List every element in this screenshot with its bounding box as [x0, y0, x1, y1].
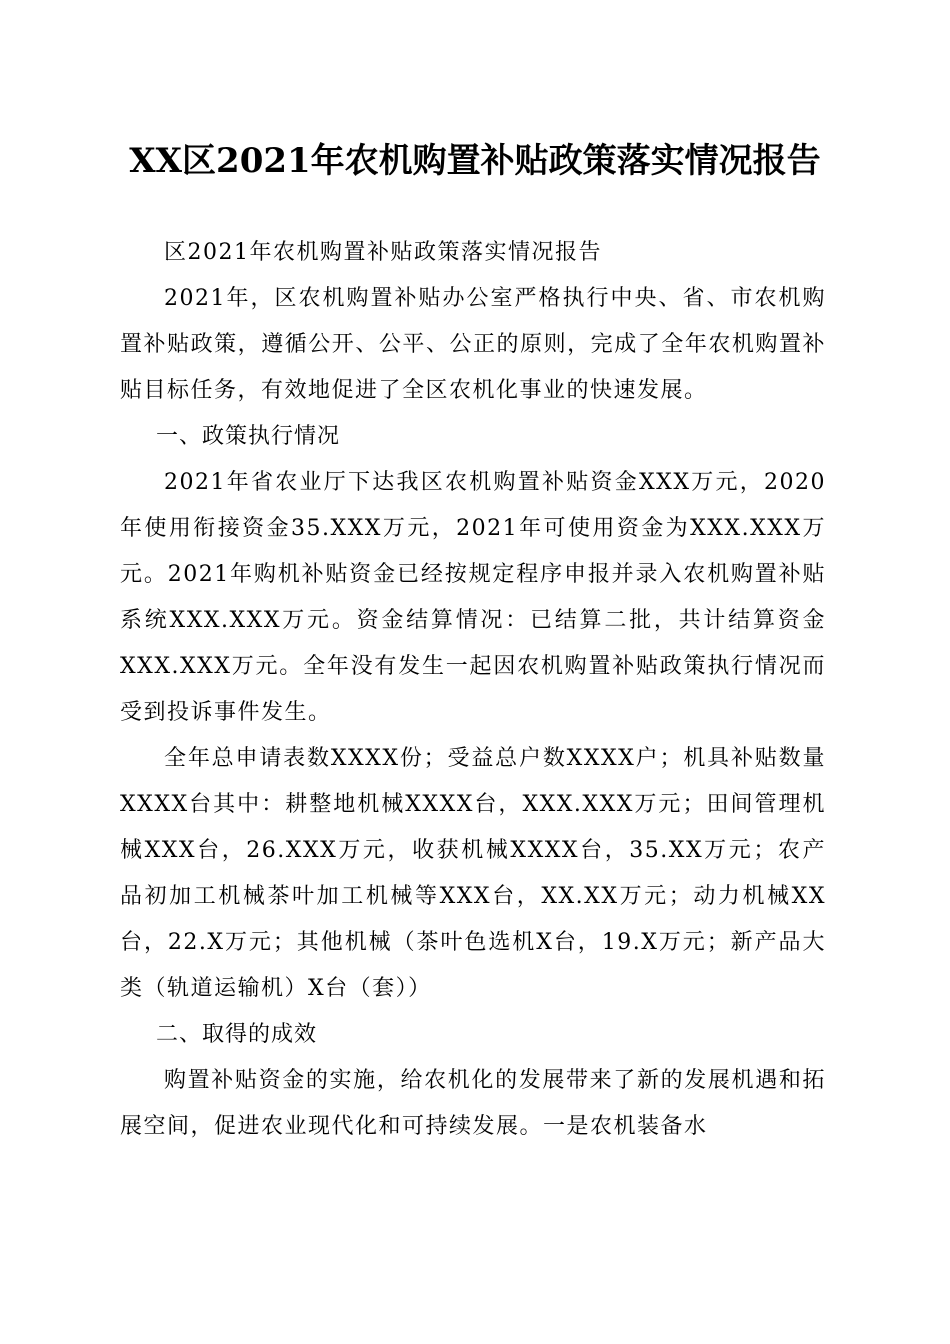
paragraph-subtitle: 区2021年农机购置补贴政策落实情况报告: [164, 240, 602, 265]
section-heading-achievements: 二、取得的成效: [156, 1022, 318, 1047]
document-body: [120, 230, 826, 1150]
section-heading-policy-execution: 一、政策执行情况: [156, 424, 341, 449]
paragraph-funding: 2021年省农业厅下达我区农机购置补贴资金XXX万元，2020年使用衔接资金35.XXX万元，2021年可使用资金为XXX.XXX万元。2021年购机补贴资金已经按规定程序申报并录入农机购置补贴系统XXX.XXX万元。资金结算情况：已结算二批，共计结算资金XXX.XXX万元。全年没有发生一起因农机购置补贴政策执行情况而受到投诉事件发生。: [120, 470, 826, 725]
paragraph-statistics: 全年总申请表数XXXX份；受益总户数XXXX户；机具补贴数量XXXX台其中：耕整地机械XXXX台，XXX.XXX万元；田间管理机械XXX台，26.XXX万元，收获机械XXXX台，35.XX万元；农产品初加工机械茶叶加工机械等XXX台，XX.XX万元；动力机械XX台，22.X万元；其他机械（茶叶色选机X台，19.X万元；新产品大类（轨道运输机）X台（套））: [120, 746, 826, 1001]
paragraph-intro: 2021年，区农机购置补贴办公室严格执行中央、省、市农机购置补贴政策，遵循公开、公平、公正的原则，完成了全年农机购置补贴目标任务，有效地促进了全区农机化事业的快速发展。: [120, 286, 826, 403]
paragraph-achievements: 购置补贴资金的实施，给农机化的发展带来了新的发展机遇和拓展空间，促进农业现代化和可持续发展。一是农机装备水: [120, 1068, 826, 1139]
document-title: XX区2021年农机购置补贴政策落实情况报告: [129, 141, 821, 181]
